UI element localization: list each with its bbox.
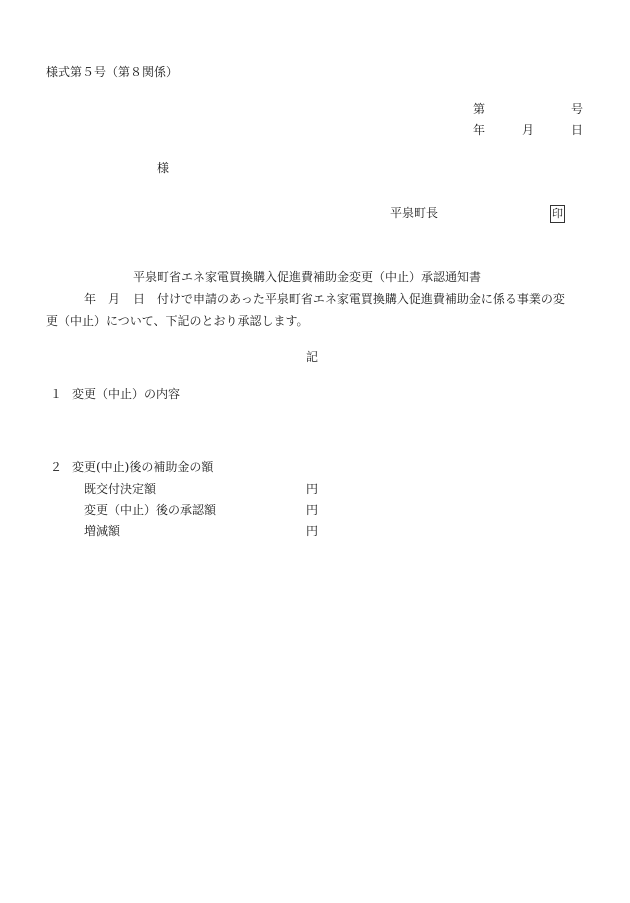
doc-number-prefix: 第 (473, 102, 486, 116)
date-day: 日 (571, 123, 584, 137)
section2-number: ２ (50, 460, 63, 474)
row-label: 変更（中止）後の承認額 (84, 503, 217, 517)
body-month: 月 (108, 292, 121, 306)
date-year: 年 (473, 123, 486, 137)
addressee-honorific: 様 (157, 161, 170, 175)
body-text-line1: 付けで申請のあった平泉町省エネ家電買換購入促進費補助金に係る事業の変 (157, 292, 565, 306)
row-unit: 円 (306, 482, 319, 496)
row-label: 増減額 (84, 524, 121, 538)
doc-number-suffix: 号 (571, 102, 584, 116)
seal-stamp: 印 (550, 205, 565, 223)
document-title: 平泉町省エネ家電買換購入促進費補助金変更（中止）承認通知書 (133, 270, 482, 284)
form-label: 様式第５号（第８関係） (46, 65, 179, 79)
row-unit: 円 (306, 524, 319, 538)
row-unit: 円 (306, 503, 319, 517)
issuer-title: 平泉町長 (390, 206, 439, 220)
section1-number: １ (50, 387, 63, 401)
body-text-line2: 更（中止）について、下記のとおり承認します。 (46, 314, 309, 328)
section1-label: 変更（中止）の内容 (72, 387, 181, 401)
body-year: 年 (84, 292, 97, 306)
date-month: 月 (522, 123, 535, 137)
ki-heading: 記 (306, 350, 319, 364)
section2-label: 変更(中止)後の補助金の額 (72, 460, 214, 474)
row-label: 既交付決定額 (84, 482, 157, 496)
body-day: 日 (133, 292, 146, 306)
